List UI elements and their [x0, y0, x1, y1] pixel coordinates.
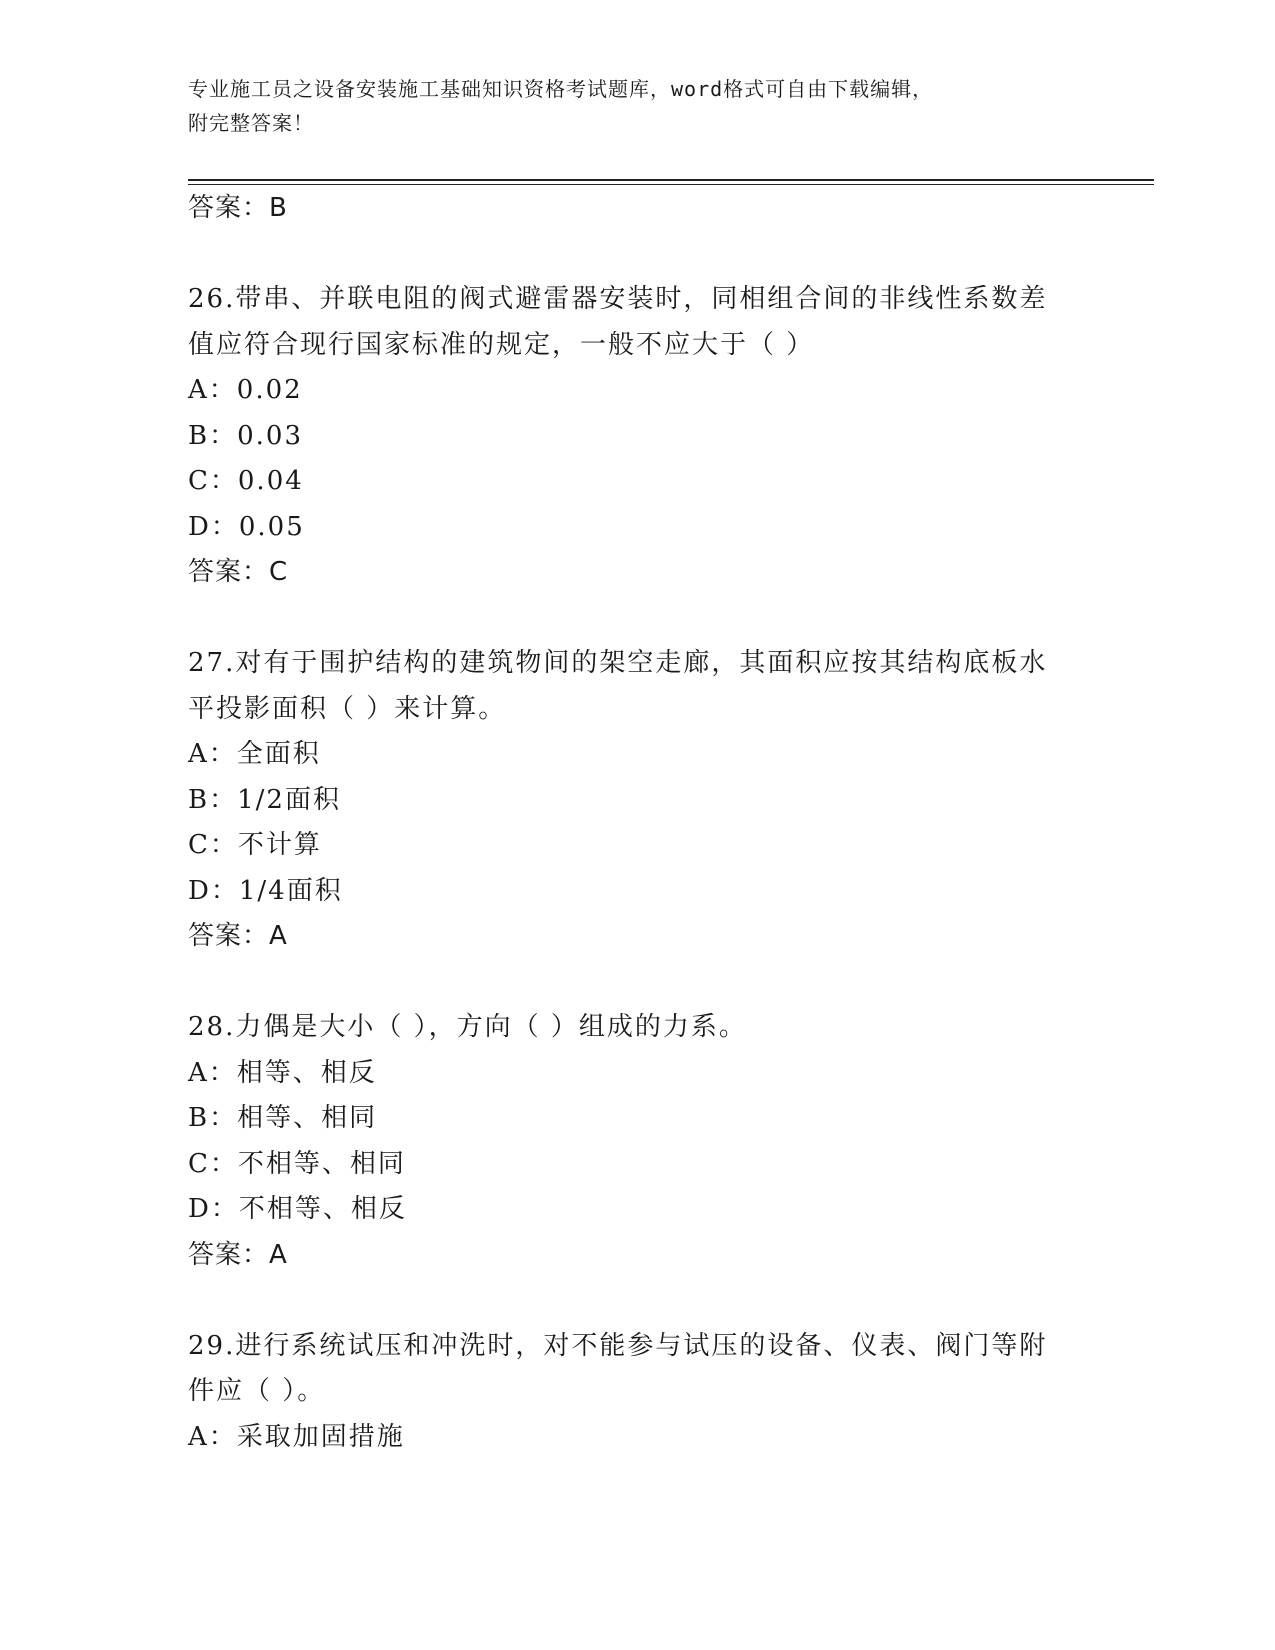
- header-divider: [188, 179, 1154, 181]
- option-b: B：相等、相同: [188, 1103, 378, 1133]
- option-b: B：0.03: [188, 420, 303, 451]
- header-divider-thin: [188, 184, 1154, 185]
- question-stem: 平投影面积（ ）来计算。: [188, 693, 507, 724]
- option-a: A：全面积: [188, 739, 321, 769]
- header-line-1: 专业施工员之设备安装施工基础知识资格考试题库，word格式可自由下载编辑，: [188, 77, 934, 101]
- option-d: D：0.05: [188, 511, 305, 542]
- answer-line: 答案：A: [188, 1239, 288, 1270]
- option-b: B：1/2面积: [188, 784, 341, 815]
- option-a: A：相等、相反: [188, 1057, 377, 1088]
- option-d: D：不相等、相反: [188, 1194, 407, 1224]
- question-stem: 29.进行系统试压和冲洗时，对不能参与试压的设备、仪表、阀门等附: [188, 1330, 1048, 1361]
- option-c: C：不计算: [188, 830, 322, 860]
- question-stem: 28.力偶是大小（ ），方向（ ）组成的力系。: [188, 1012, 747, 1042]
- document-header: [188, 72, 1068, 140]
- option-a: A：0.02: [188, 375, 303, 405]
- option-c: C：0.04: [188, 466, 304, 496]
- header-line-2: 附完整答案！: [188, 111, 314, 135]
- question-list: [188, 186, 1088, 1460]
- question-28: [188, 1005, 1088, 1278]
- option-d: D：1/4面积: [188, 875, 343, 906]
- question-27: [188, 641, 1088, 960]
- question-stem: 27.对有于围护结构的建筑物间的架空走廊，其面积应按其结构底板水: [188, 648, 1048, 678]
- answer-line: 答案：B: [188, 193, 288, 223]
- option-a: A：采取加固措施: [188, 1421, 405, 1452]
- question-26: [188, 277, 1088, 596]
- question-stem: 26.带串、并联电阻的阀式避雷器安装时，同相组合间的非线性系数差: [188, 284, 1048, 314]
- question-stem: 件应（ ）。: [188, 1376, 326, 1406]
- answer-line: 答案：C: [188, 557, 289, 587]
- answer-line: 答案：A: [188, 921, 288, 951]
- question-stem: 值应符合现行国家标准的规定，一般不应大于（ ）: [188, 329, 815, 360]
- question-29: [188, 1324, 1088, 1461]
- option-c: C：不相等、相同: [188, 1148, 406, 1179]
